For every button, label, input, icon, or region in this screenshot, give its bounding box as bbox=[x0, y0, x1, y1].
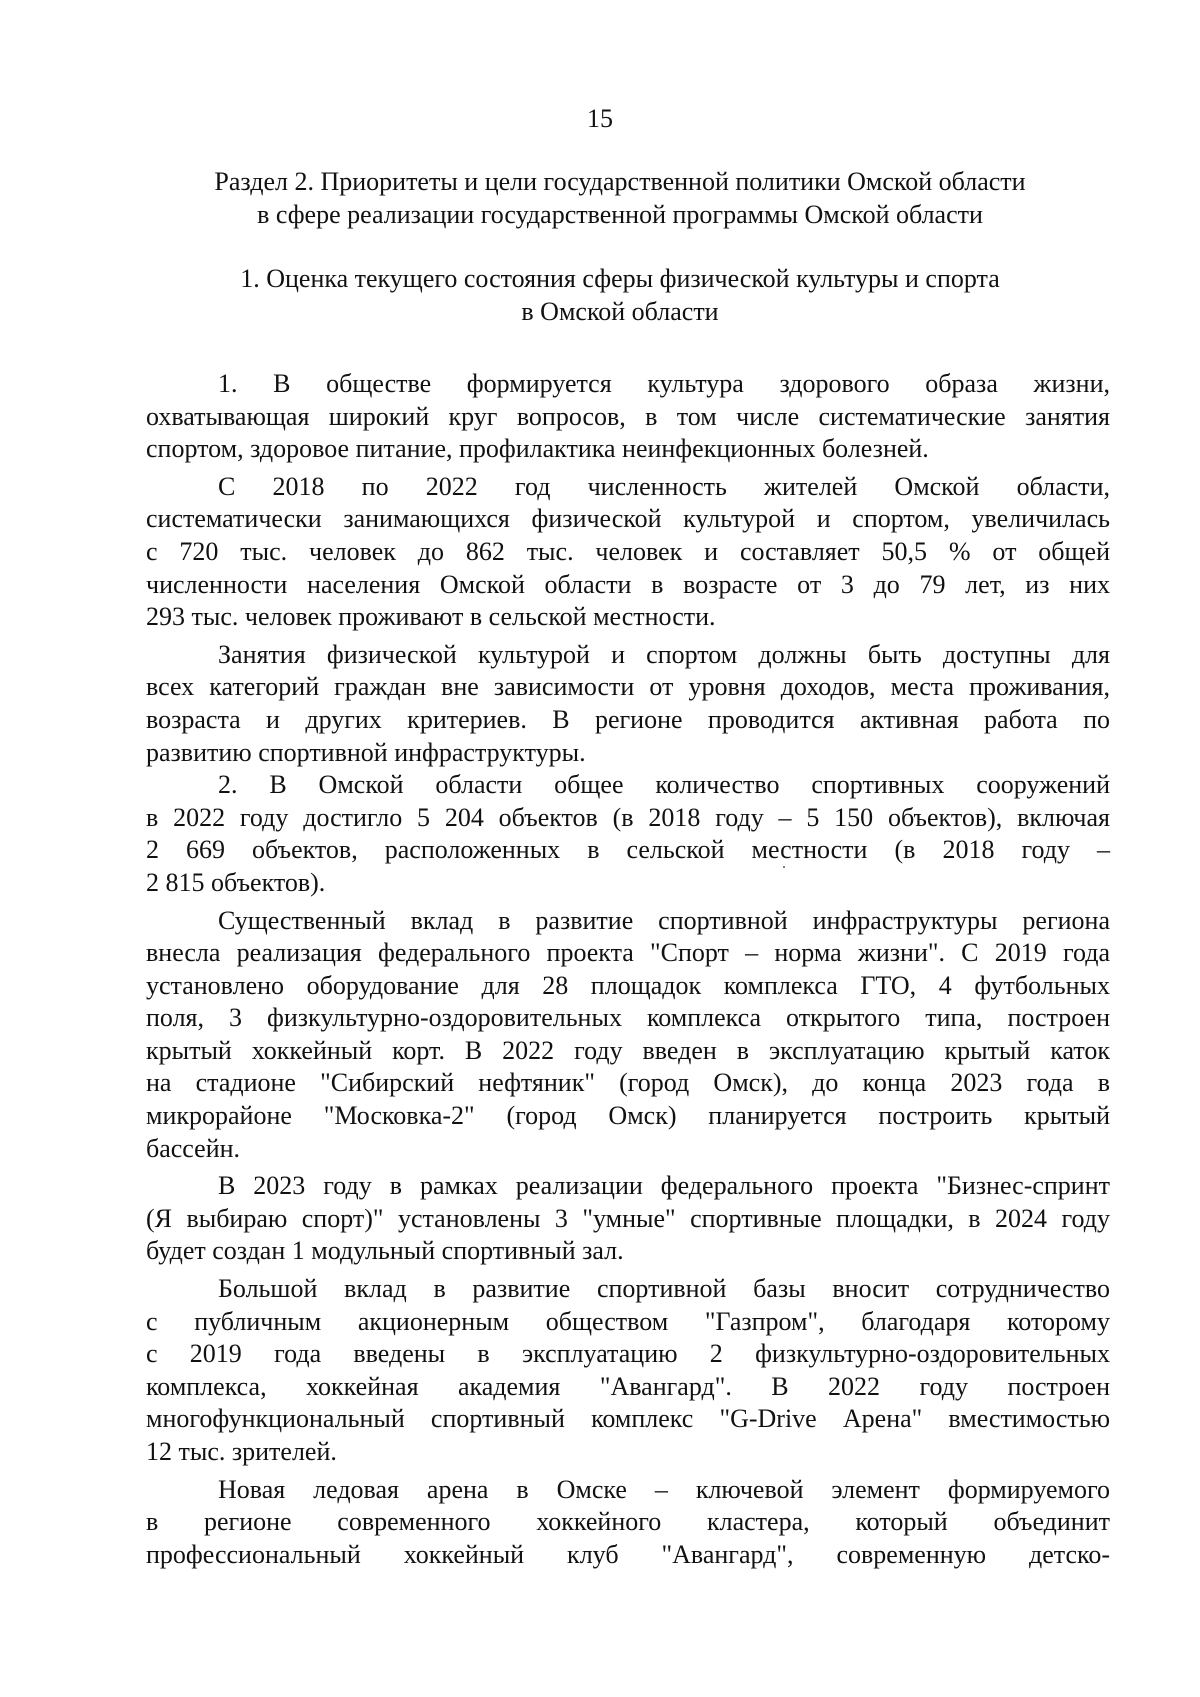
paragraph-line: Занятия физической культурой и спортом должны быть доступны для bbox=[218, 639, 1110, 669]
paragraph-line: с 720 тыс. человек до 862 тыс. человек и составляет 50,5 % от общей bbox=[146, 536, 1110, 566]
paragraph-line: 293 тыс. человек проживают в сельской местности. bbox=[146, 602, 716, 632]
subsection-heading-line: в Омской области bbox=[521, 297, 719, 326]
paragraph-line: многофункциональный спортивный комплекс "G-Drive Арена" вместимостью bbox=[146, 1404, 1110, 1434]
paragraph bbox=[146, 1474, 1110, 1572]
paragraph-line: внесла реализация федерального проекта "Спорт – норма жизни". С 2019 года bbox=[146, 938, 1110, 968]
section-heading bbox=[140, 165, 1100, 231]
paragraph-line: будет создан 1 модульный спортивный зал. bbox=[146, 1236, 624, 1266]
paragraph-line: поля, 3 физкультурно-оздоровительных комплекса открытого типа, построен bbox=[146, 1003, 1110, 1033]
paragraph-line: бассейн. bbox=[146, 1133, 241, 1163]
paragraph-line: установлено оборудование для 28 площадок комплекса ГТО, 4 футбольных bbox=[146, 970, 1110, 1000]
paragraph-line: Существенный вклад в развитие спортивной инфраструктуры региона bbox=[218, 905, 1110, 935]
paragraph-line: 2 815 объектов). bbox=[146, 867, 326, 897]
paragraph bbox=[146, 1170, 1110, 1268]
paragraph-line: с 2019 года введены в эксплуатацию 2 физкультурно-оздоровительных bbox=[146, 1339, 1110, 1369]
paragraph bbox=[146, 905, 1110, 1166]
subsection-heading-line: 1. Оценка текущего состояния сферы физической культуры и спорта bbox=[240, 264, 1000, 293]
page-number: 15 bbox=[587, 104, 613, 133]
paragraph-line: профессиональный хоккейный клуб "Авангард", современную детско- bbox=[146, 1539, 1110, 1569]
paragraph-line: микрорайоне "Московка-2" (город Омск) планируется построить крытый bbox=[146, 1101, 1110, 1131]
paragraph-line: охватывающая широкий круг вопросов, в том числе систематические занятия bbox=[146, 401, 1110, 431]
paragraph bbox=[146, 1273, 1110, 1469]
section-heading-line: Раздел 2. Приоритеты и цели государственной политики Омской области bbox=[214, 167, 1026, 196]
paragraph-line: с публичным акционерным обществом "Газпром", благодаря которому bbox=[146, 1306, 1110, 1336]
paragraph-line: всех категорий граждан вне зависимости от уровня доходов, места проживания, bbox=[146, 672, 1110, 702]
paragraph-line: С 2018 по 2022 год численность жителей Омской области, bbox=[218, 471, 1110, 501]
paragraph-line: систематически занимающихся физической культурой и спортом, увеличилась bbox=[146, 504, 1110, 534]
paragraph-line: 1. В обществе формируется культура здорового образа жизни, bbox=[218, 369, 1110, 398]
paragraph-line: 12 тыс. зрителей. bbox=[146, 1437, 337, 1466]
paragraph-line: 2 669 объектов, расположенных в сельской местности (в 2018 году – bbox=[146, 835, 1110, 865]
paragraph bbox=[146, 639, 1110, 769]
paragraph-line: на стадионе "Сибирский нефтяник" (город Омск), до конца 2023 года в bbox=[146, 1068, 1110, 1098]
paragraph-line: Большой вклад в развитие спортивной базы вносит сотрудничество bbox=[218, 1274, 1110, 1304]
paragraph-line: численности населения Омской области в возрасте от 3 до 79 лет, из них bbox=[146, 569, 1110, 599]
body-text bbox=[146, 368, 1110, 1571]
paragraph-line: крытый хоккейный корт. В 2022 году введен в эксплуатацию крытый каток bbox=[146, 1035, 1110, 1065]
paragraph-line: В 2023 году в рамках реализации федерального проекта "Бизнес-спринт bbox=[218, 1171, 1110, 1201]
subsection-heading bbox=[140, 262, 1100, 328]
paragraph bbox=[146, 769, 1110, 899]
paragraph bbox=[146, 471, 1110, 634]
paragraph-line: развитию спортивной инфраструктуры. bbox=[146, 737, 586, 767]
paragraph-line: Новая ледовая арена в Омске – ключевой элемент формируемого bbox=[218, 1474, 1110, 1504]
paragraph-line: спортом, здоровое питание, профилактика неинфекционных болезней. bbox=[146, 434, 929, 464]
section-heading-line: в сфере реализации государственной программы Омской области bbox=[257, 200, 983, 229]
paragraph-line: в 2022 году достигло 5 204 объектов (в 2018 году – 5 150 объектов), включая bbox=[146, 802, 1110, 832]
paragraph-line: возраста и других критериев. В регионе проводится активная работа по bbox=[146, 704, 1110, 734]
paragraph-line: комплекса, хоккейная академия "Авангард". В 2022 году построен bbox=[146, 1371, 1110, 1401]
scan-speck bbox=[783, 866, 785, 868]
paragraph bbox=[146, 368, 1110, 466]
paragraph-line: 2. В Омской области общее количество спортивных сооружений bbox=[218, 770, 1110, 800]
paragraph-line: (Я выбираю спорт)" установлены 3 "умные" спортивные площадки, в 2024 году bbox=[146, 1203, 1110, 1233]
paragraph-line: в регионе современного хоккейного кластера, который объединит bbox=[146, 1507, 1110, 1537]
